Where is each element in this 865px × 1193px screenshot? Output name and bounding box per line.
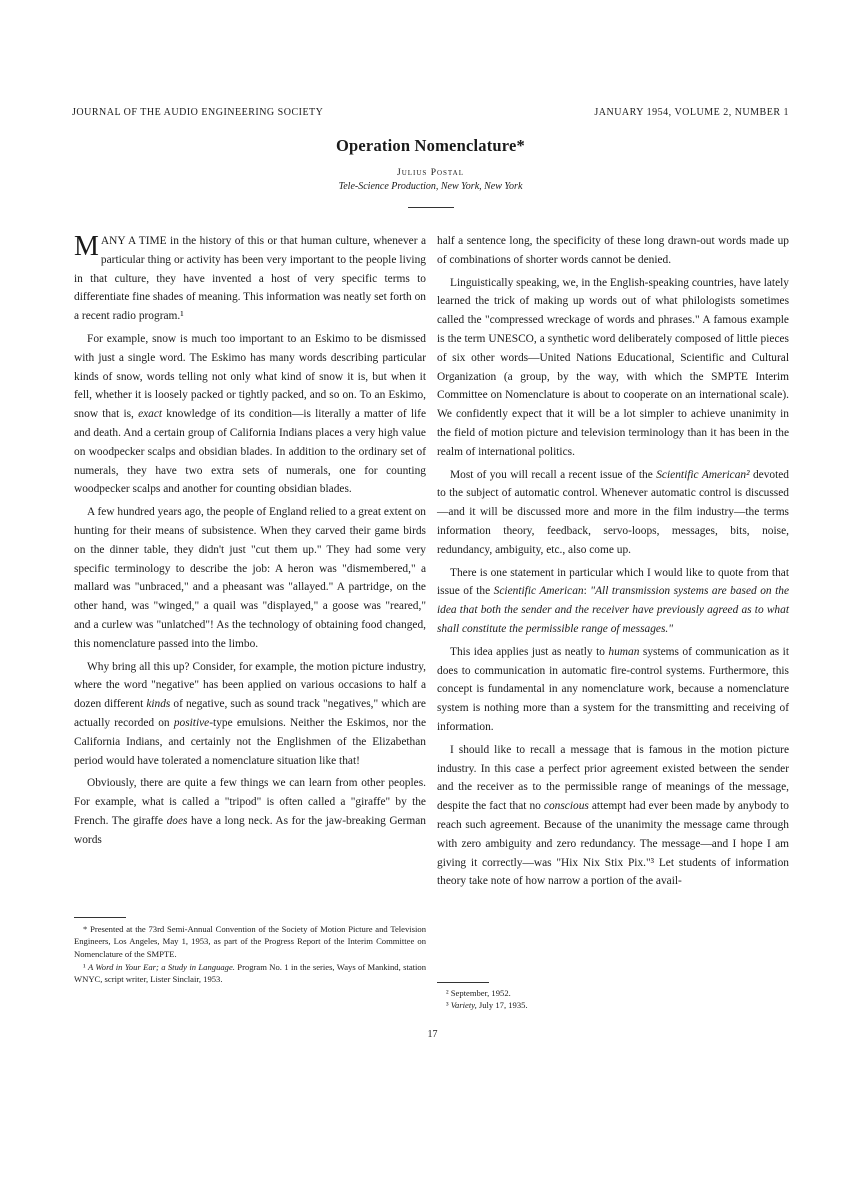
- footnotes-right: [437, 987, 789, 1012]
- author-affiliation: Tele-Science Production, New York, New York: [338, 181, 523, 192]
- paragraph: There is one statement in particular which I would like to quote from that issue of the Scientific American: "All transmission systems are based on the idea that both the sender and the receiver have previously agreed as to what shall constitute the permissible range of messages.": [437, 566, 789, 635]
- title-block: [72, 136, 789, 208]
- title-rule: [408, 207, 454, 208]
- footnote: ² September, 1952.: [446, 988, 511, 998]
- paragraph: half a sentence long, the specificity of these long drawn-out words made up of combinations of shorter words cannot be denied.: [437, 235, 789, 266]
- paragraph: I should like to recall a message that is famous in the motion picture industry. In this case a perfect prior agreement existed between the sender and the receiver as to the permissible range of meanings of the message, despite the fact that no conscious attempt had ever been made by anybody to reach such agreement. Because of the unanimity the message came through with zero ambiguity and zero redundancy. The message—and I hope I am giving it correctly—was "Hix Nix Stix Pix."³ Let students of information theory take note of how narrow a portion of the avail-: [437, 743, 789, 888]
- footnote-rule: [74, 917, 126, 918]
- journal-name: JOURNAL OF THE AUDIO ENGINEERING SOCIETY: [72, 107, 324, 118]
- paragraph: Most of you will recall a recent issue of the Scientific American² devoted to the subject of automatic control. Whenever automatic control is discussed—and it will be discussed more and more in the film industry—the terms information theory, feedback, servo-loops, messages, bits, noise, redundancy, ambiguity, etc., also come up.: [437, 468, 790, 556]
- running-head: [72, 107, 789, 123]
- paragraph: For example, snow is much too important to an Eskimo to be dismissed with just a single word. The Eskimo has many words describing particular kinds of snow, words telling not only what kind of snow it is, but when it fell, whether it is loosely packed or tightly packed, and so on. To an Eskimo, snow that is, exact knowledge of its condition—is literally a matter of life and death. And a certain group of California Indians places a very high value on woodpecker scalps and obsidian blades. In addition to the ordinary set of numerals, they have two extra sets of numerals, one for counting woodpecker scalps and another for counting obsidian blades.: [74, 332, 426, 496]
- body-column-left: [74, 232, 426, 854]
- author-name: Julius Postal: [397, 168, 464, 178]
- paragraph: This idea applies just as neatly to human systems of communication as it does to communication in automatic fire-control systems. Furthermore, this concept is fundamental in any nomenclature work, because a nomenclature system is nothing more than a system for the transmitting and receiving of information.: [437, 645, 789, 733]
- footnotes-left: [74, 923, 426, 986]
- paragraph: MANY A TIME in the history of this or that human culture, whenever a particular thing or activity has been very important to the people living in that culture, they have invented a host of very specific terms to differentiate fine shades of meaning. This information was neatly set forth on a recent radio program.¹: [74, 231, 426, 323]
- issue-info: JANUARY 1954, VOLUME 2, NUMBER 1: [594, 107, 789, 118]
- paragraph: Linguistically speaking, we, in the English-speaking countries, have lately learned the trick of making up words out of what philologists sometimes called the "compressed wreckage of words and phrases." A famous example is the term UNESCO, a synthetic word deliberately composed of little pieces of six other words—United Nations Educational, Scientific and Cultural Organization (a group, by the way, with which the SMPTE Interim Committee on Nomenclature is about to cooperate on an international scale). We confidently expect that it will be a lot simpler to achieve unanimity in the field of motion picture and television terminology than it has been in the realm of international politics.: [437, 276, 789, 458]
- article-title: Operation Nomenclature*: [336, 136, 525, 155]
- drop-cap: M: [74, 231, 99, 262]
- paragraph: Obviously, there are quite a few things we can learn from other peoples. For example, what is called a "tripod" is often called a "giraffe" by the French. The giraffe does have a long neck. As for the jaw-breaking German words: [74, 777, 427, 846]
- paragraph: Why bring all this up? Consider, for example, the motion picture industry, where the word "negative" has been applied on various occasions to half a dozen different kinds of negative, such as sound track "negatives," which are actually recorded on positive-type emulsions. Neither the Eskimos, nor the California Indians, and certainly not the Englishmen of the Elizabethan period would have tolerated a nomenclature situation like that!: [74, 660, 426, 767]
- footnote-rule: [437, 982, 489, 983]
- body-column-right: [437, 232, 789, 895]
- page-number: 17: [427, 1029, 438, 1040]
- paragraph: A few hundred years ago, the people of England relied to a great extent on hunting for their means of subsistence. When they carved their game birds on the dinner table, they didn't just "cut them up." They had some very specific terminology to describe the job: A heron was "dismembered," a mallard was "unbraced," and a pheasant was "allayed." A partridge, on the other hand, was "winged," a quail was "displayed," a goose was "reared," and a curlew was "unlatched"! As the technology of obtaining food changed, this nomenclature passed into the limbo.: [74, 506, 426, 650]
- footnote: ¹ A Word in Your Ear; a Study in Language. Program No. 1 in the series, Ways of Mankind, station WNYC, script writer, Lister Sinclair, 1953.: [74, 961, 427, 985]
- footnote: * Presented at the 73rd Semi-Annual Convention of the Society of Motion Picture and Television Engineers, Los Angeles, May 1, 1953, as part of the Progress Report of the Interim Committee on Nomenclature of the SMPTE.: [74, 924, 426, 959]
- footnote: ³ Variety, July 17, 1935.: [446, 1000, 528, 1011]
